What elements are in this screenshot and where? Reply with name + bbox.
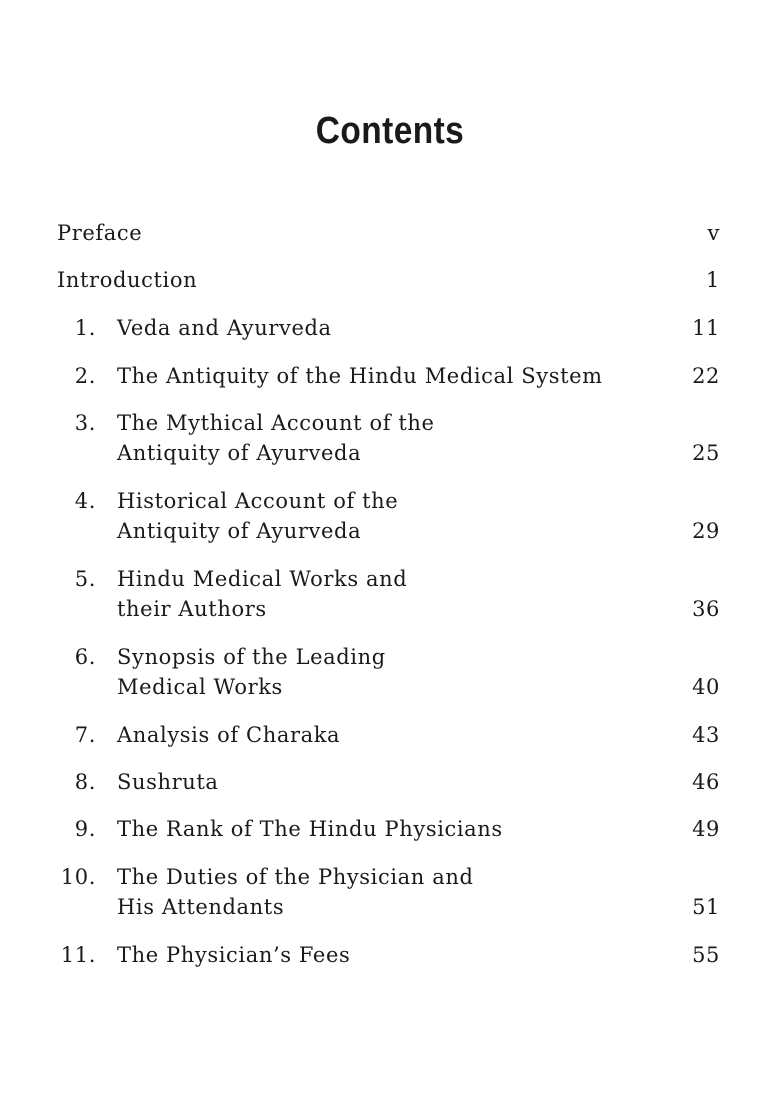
chapter-title: Veda and Ayurveda	[117, 316, 332, 340]
chapter-title: The Duties of the Physician and	[117, 865, 474, 889]
toc-entry-page: 29	[692, 519, 720, 543]
chapter-number: 3.	[74, 411, 96, 435]
chapter-title: The Rank of The Hindu Physicians	[117, 817, 503, 841]
chapter-number: 11.	[60, 943, 96, 967]
chapter-title: Synopsis of the Leading	[117, 645, 386, 669]
chapter-number: 5.	[74, 567, 96, 591]
chapter-title-continued: Medical Works	[117, 675, 283, 699]
chapter-title: Sushruta	[117, 770, 219, 794]
chapter-number: 7.	[74, 723, 96, 747]
toc-entry-page: 11	[692, 316, 720, 340]
toc-entry-page: 55	[692, 943, 720, 967]
toc-entry-page: 43	[692, 723, 720, 747]
chapter-title: The Mythical Account of the	[117, 411, 435, 435]
chapter-title: The Antiquity of the Hindu Medical System	[117, 364, 603, 388]
toc-entry-page: 22	[692, 364, 720, 388]
chapter-title-continued: Antiquity of Ayurveda	[117, 441, 362, 465]
chapter-number: 1.	[74, 316, 96, 340]
chapter-title: Analysis of Charaka	[117, 723, 341, 747]
chapter-number: 8.	[74, 770, 96, 794]
chapter-number: 9.	[74, 817, 96, 841]
toc-entry-page: 25	[692, 441, 720, 465]
chapter-title: Hindu Medical Works and	[117, 567, 408, 591]
chapter-title-continued: Antiquity of Ayurveda	[117, 519, 362, 543]
toc-entry-page: 40	[692, 675, 720, 699]
toc-entry-page: 46	[692, 770, 720, 794]
toc-entry-page: 1	[706, 268, 720, 292]
chapter-title: The Physician’s Fees	[117, 943, 351, 967]
page-title: Contents	[315, 110, 465, 152]
toc-entry-page: 51	[692, 895, 720, 919]
chapter-number: 10.	[60, 865, 96, 889]
toc-entry-page: 49	[692, 817, 720, 841]
toc-entry-title: Introduction	[57, 268, 198, 292]
chapter-title: Historical Account of the	[117, 489, 399, 513]
chapter-number: 6.	[74, 645, 96, 669]
toc-entry-page: v	[707, 221, 720, 245]
chapter-number: 2.	[74, 364, 96, 388]
toc-entry-page: 36	[692, 597, 720, 621]
toc-entry-title: Preface	[57, 221, 143, 245]
chapter-number: 4.	[74, 489, 96, 513]
chapter-title-continued: their Authors	[117, 597, 267, 621]
chapter-title-continued: His Attendants	[117, 895, 285, 919]
